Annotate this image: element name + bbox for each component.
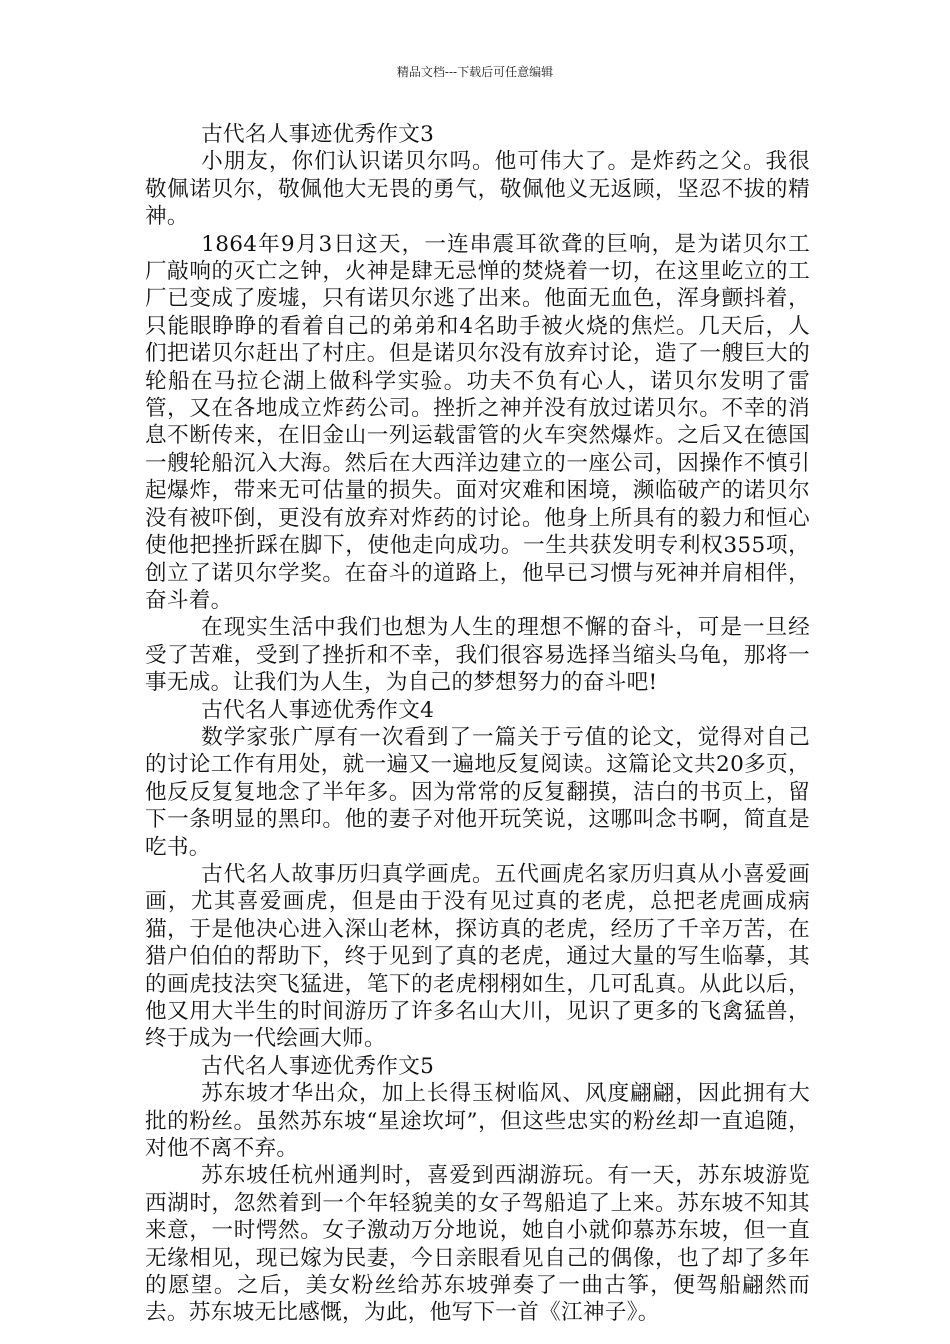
paragraph: 数学家张广厚有一次看到了一篇关于亏值的论文，觉得对自己的讨论工作有用处，就一遍又一遍地反复阅读。这篇论文共20多页，他反反复复地念了半年多。因为常常的反复翻摸，洁白的书页上，留下一条明显的黑印。他的妻子对他开玩笑说，这哪叫念书啊，简直是吃书。 bbox=[145, 724, 810, 860]
document-body bbox=[145, 121, 810, 1327]
section-heading-5: 古代名人事迹优秀作文5 bbox=[201, 1053, 435, 1079]
section-heading-3: 古代名人事迹优秀作文3 bbox=[201, 122, 435, 147]
paragraph: 苏东坡任杭州通判时，喜爱到西湖游玩。有一天，苏东坡游览西湖时，忽然着到一个年轻貌美的女子驾船追了上来。苏东坡不知其来意，一时愕然。女子激动万分地说，她自小就仰慕苏东坡，但一直无缘相见，现已嫁为民妻，今日亲眼看见自己的偶像，也了却了多年的愿望。之后，美女粉丝给苏东坡弹奏了一曲古筝，便驾船翩然而去。苏东坡无比感慨，为此，他写下一首《江神子》。 bbox=[145, 1163, 810, 1326]
paragraph: 苏东坡才华出众，加上长得玉树临风、风度翩翩，因此拥有大批的粉丝。虽然苏东坡“星途坎坷”，但这些忠实的粉丝却一直追随，对他不离不弃。 bbox=[145, 1081, 810, 1162]
page-header bbox=[0, 64, 950, 80]
paragraph: 在现实生活中我们也想为人生的理想不懈的奋斗，可是一旦经受了苦难，受到了挫折和不幸，我们很容易选择当缩头乌龟，那将一事无成。让我们为人生，为自己的梦想努力的奋斗吧! bbox=[145, 615, 810, 696]
section-heading-4: 古代名人事迹优秀作文4 bbox=[201, 697, 435, 723]
paragraph: 小朋友，你们认识诺贝尔吗。他可伟大了。是炸药之父。我很敬佩诺贝尔，敬佩他大无畏的勇气，敬佩他义无返顾，坚忍不拔的精神。 bbox=[145, 149, 810, 230]
paragraph: 1864年9月3日这天，一连串震耳欲聋的巨响，是为诺贝尔工厂敲响的灭亡之钟，火神是肆无忌惮的焚烧着一切，在这里屹立的工厂已变成了废墟，只有诺贝尔逃了出来。他面无血色，浑身颤抖着，只能眼睁睁的看着自己的弟弟和4名助手被火烧的焦烂。几天后，人们把诺贝尔赶出了村庄。但是诺贝尔没有放弃讨论，造了一艘巨大的轮船在马拉仑湖上做科学实验。功夫不负有心人，诺贝尔发明了雷管，又在各地成立炸药公司。挫折之神并没有放过诺贝尔。不幸的消息不断传来，在旧金山一列运载雷管的火车突然爆炸。之后又在德国一艘轮船沉入大海。然后在大西洋边建立的一座公司，因操作不慎引起爆炸，带来无可估量的损失。面对灾难和困境，濒临破产的诺贝尔没有被吓倒，更没有放弃对炸药的讨论。他身上所具有的毅力和恒心使他把挫折踩在脚下，使他走向成功。一生共获发明专利权355项，创立了诺贝尔学奖。在奋斗的道路上，他早已习惯与死神并肩相伴，奋斗着。 bbox=[145, 231, 810, 613]
header-text: 精品文档---下载后可任意编辑 bbox=[396, 65, 554, 79]
paragraph: 古代名人故事历归真学画虎。五代画虎名家历归真从小喜爱画画，尤其喜爱画虎，但是由于没有见过真的老虎，总把老虎画成病猫，于是他决心进入深山老林，探访真的老虎，经历了千辛万苦，在猎户伯伯的帮助下，终于见到了真的老虎，通过大量的写生临摹，其的画虎技法突飞猛进，笔下的老虎栩栩如生，几可乱真。从此以后，他又用大半生的时间游历了许多名山大川，见识了更多的飞禽猛兽，终于成为一代绘画大师。 bbox=[145, 861, 810, 1052]
